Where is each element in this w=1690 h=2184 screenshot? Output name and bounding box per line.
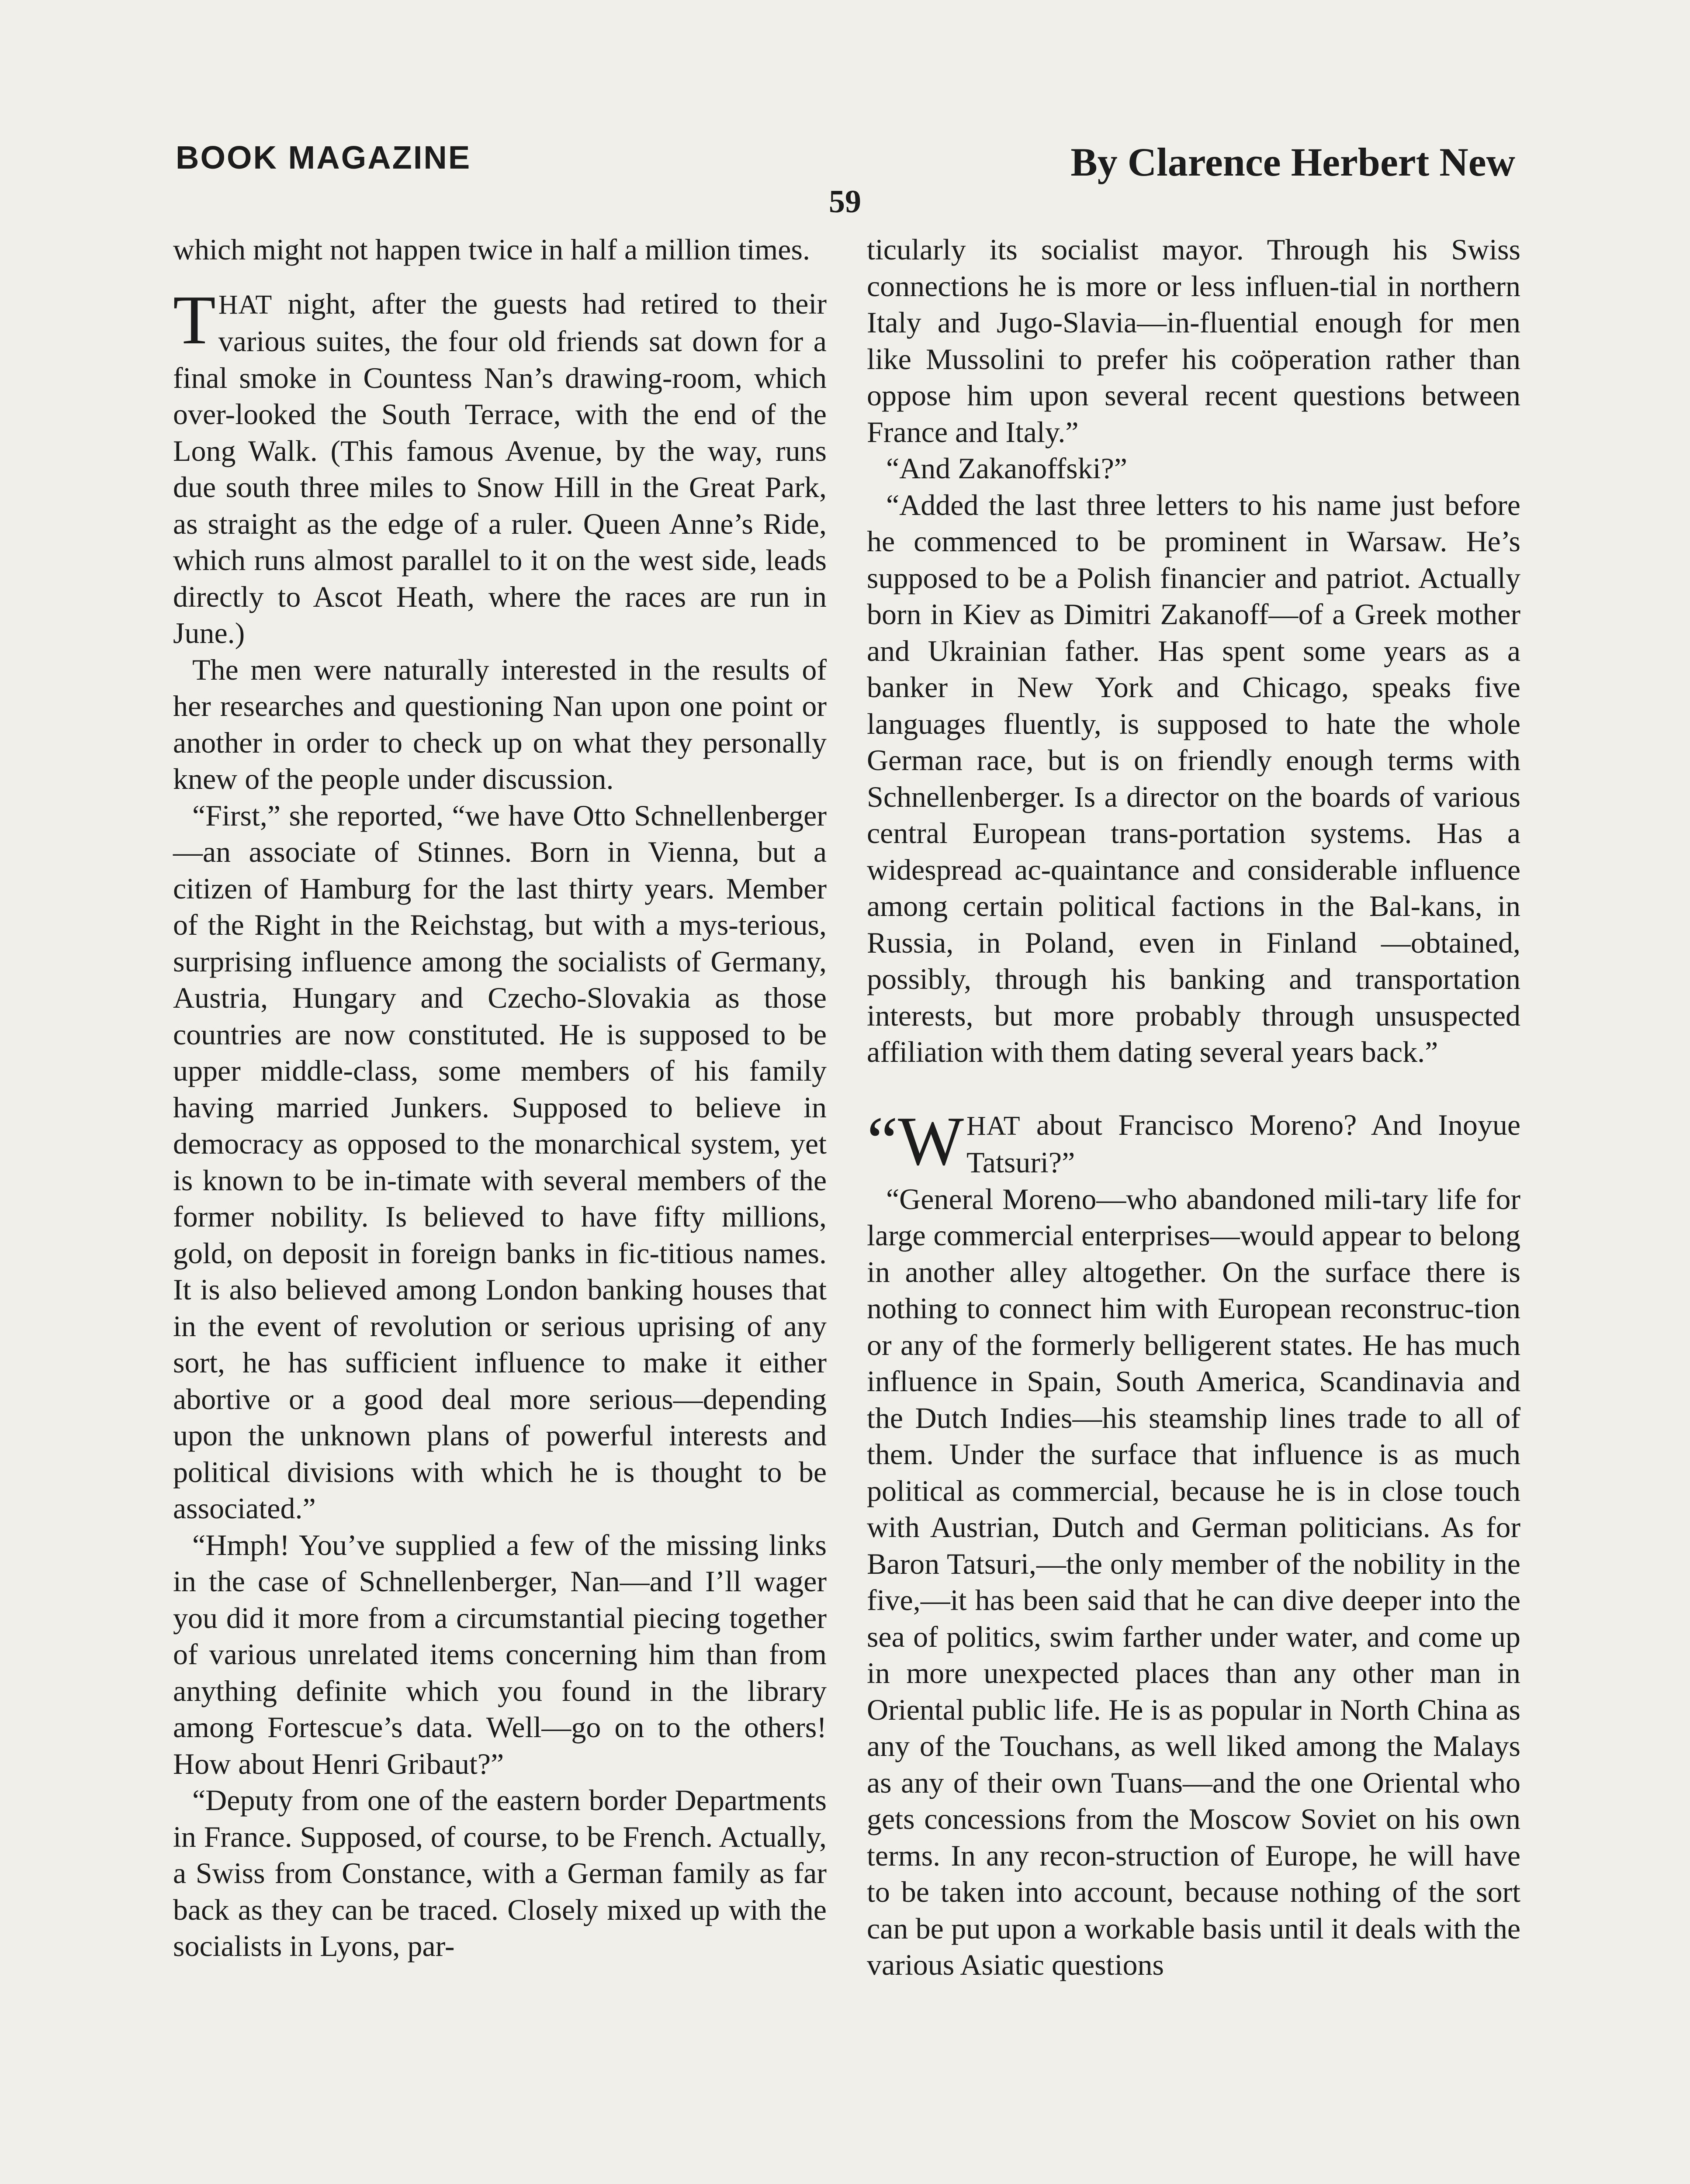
- paragraph: “General Moreno—who abandoned mili-tary life for large commercial enterprises—would appear to belong in another alley altogether. On the surface there is nothing to connect him with European reconstruc-tion or any of the formerly belligerent states. He has much influence in Spain, South America, Scandinavia and the Dutch Indies—his steamship lines trade to all of them. Under the surface that influence is as much political as commercial, because he is in close touch with Austrian, Dutch and German politicians. As for Baron Tatsuri,—the only member of the nobility in the five,—it has been said that he can dive deeper into the sea of politics, swim farther under water, and come up in more unexpected places than any other man in Oriental public life. He is as popular in North China as any of the Touchans, as well liked among the Malays as any of their own Tuans—and the one Oriental who gets concessions from the Moscow Soviet on his own terms. In any recon-struction of Europe, he will have to be taken into account, because nothing of the sort can be put upon a workable basis until it deals with the various Asiatic questions: [867, 1182, 1520, 1981]
- opening-quote: “: [867, 1102, 898, 1180]
- drop-cap-letter: W: [898, 1102, 964, 1180]
- paragraph: “First,” she reported, “we have Otto Schnellenberger—an associate of Stinnes. Born in Vienna, but a citizen of Hamburg for the last thirty years. Member of the Right in the Reichstag, but with a mys-terious, surprising influence among the socialists of Germany, Austria, Hungary and Czecho-Slovakia as those countries are now constituted. He is supposed to be upper middle-class, some members of his family having married Junkers. Supposed to believe in democracy as opposed to the monarchical system, yet is known to be in-timate with several members of the former nobility. Is believed to have fifty millions, gold, on deposit in foreign banks in fic-titious names. It is also believed among London banking houses that in the event of revolution or serious uprising of any sort, he has sufficient influence to make it either abortive or a good deal more serious—depending upon the unknown plans of powerful interests and political divisions with which he is thought to be associated.”: [173, 798, 827, 1525]
- paragraph-text: about Francisco Moreno? And Inoyue Tatsuri?”: [966, 1108, 1520, 1179]
- section-opening-paragraph: [867, 1102, 1520, 1181]
- paragraph: ticularly its socialist mayor. Through his Swiss connections he is more or less influen-tial in northern Italy and Jugo-Slavia—in-fluential enough for men like Mussolini to prefer his coöperation rather than oppose him upon several recent questions between France and Italy.”: [867, 233, 1520, 449]
- magazine-title: BOOK MAGAZINE: [176, 139, 471, 176]
- paragraph: “Deputy from one of the eastern border Departments in France. Supposed, of course, to be French. Actually, a Swiss from Constance, with a German family as far back as they can be traced. Closely mixed up with the socialists in Lyons, par-: [173, 1783, 827, 1963]
- page-number: 59: [829, 184, 861, 220]
- paragraph: which might not happen twice in half a million times.: [173, 233, 810, 266]
- author-byline: By Clarence Herbert New: [1070, 140, 1515, 184]
- drop-cap: [867, 1102, 966, 1180]
- article-body: [173, 232, 1519, 2184]
- lead-in: HAT: [218, 290, 273, 320]
- right-column: [867, 232, 1520, 2184]
- paragraph: “Added the last three letters to his name just before he commenced to be prominent in Warsaw. He’s supposed to be a Polish financier and patriot. Actually born in Kiev as Dimitri Zakanoff—of a Greek mother and Ukrainian father. Has spent some years as a banker in New York and Chicago, speaks five languages fluently, is supposed to hate the whole German race, but is on friendly enough terms with Schnellenberger. Is a director on the boards of various central European trans-portation systems. Has a widespread ac-quaintance and considerable influence among certain political factions in the Bal-kans, in Russia, in Poland, even in Finland —obtained, possibly, through his banking and transportation interests, but more probably through unsuspected affiliation with them dating several years back.”: [867, 488, 1520, 1068]
- section-opening-paragraph: [173, 280, 827, 652]
- paragraph: The men were naturally interested in the results of her researches and questioning Nan upon one point or another in order to check up on what they personally knew of the people under discussion.: [173, 653, 827, 795]
- left-column: [173, 232, 827, 2184]
- paragraph-text: night, after the guests had retired to their various suites, the four old friends sat down for a final smoke in Countess Nan’s drawing-room, which over-looked the South Terrace, with the end of the Long Walk. (This famous Avenue, by the way, runs due south three miles to Snow Hill in the Great Park, as straight as the edge of a ruler. Queen Anne’s Ride, which runs almost parallel to it on the west side, leads directly to Ascot Heath, where the races are run in June.): [173, 287, 827, 650]
- paragraph: “Hmph! You’ve supplied a few of the missing links in the case of Schnellenberger, Nan—and I’ll wager you did it more from a circumstantial piecing together of various unrelated items concerning him than from anything definite which you found in the library among Fortescue’s data. Well—go on to the others! How about Henri Gribaut?”: [173, 1528, 827, 1780]
- running-header: [176, 139, 1515, 187]
- paragraph: “And Zakanoffski?”: [886, 452, 1127, 485]
- drop-cap: T: [173, 280, 216, 359]
- lead-in: HAT: [966, 1111, 1021, 1141]
